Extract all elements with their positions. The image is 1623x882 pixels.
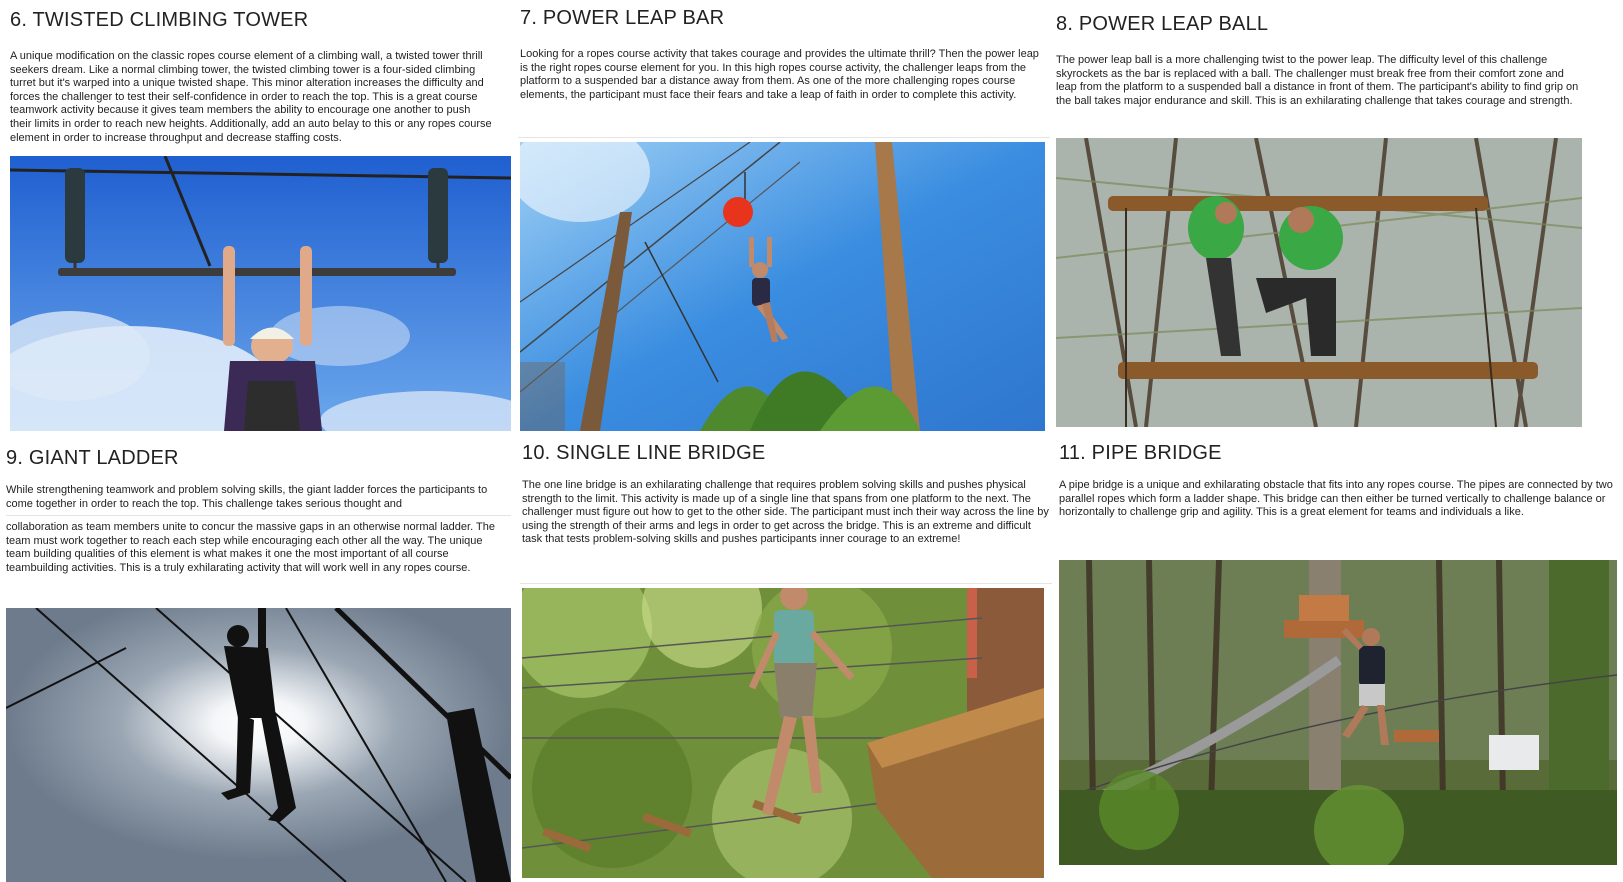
element-card-single-line-bridge — [522, 441, 1052, 547]
element-description: The power leap ball is a more challenging twist to the power leap. The difficulty level of this challenge skyrockets as the bar is replaced with a ball. The challenger must break free from their comfort zone and leap from the platform to a suspended ball a distance in front of them. The participant's ability to find grip on the ball takes major endurance and skill. This is an exhilarating challenge that takes courage and strength. — [1056, 54, 1579, 107]
element-title: 11. PIPE BRIDGE — [1059, 442, 1222, 464]
element-card-giant-ladder — [6, 446, 511, 576]
element-description: The one line bridge is an exhilarating challenge that requires problem solving skills and pushes physical strength to the limit. This activity is made up of a single line that spans from one platform to the next. The challenger must figure out how to get to the other side. The participant must inch their way across the line by using the strength of their arms and legs in order to get across the bridge. This is an extreme and difficult task that tests problem-solving skills and pushes participants inner courage to an extreme! — [522, 479, 1049, 546]
element-description-continued: collaboration as team members unite to concur the massive gaps in an otherwise normal ladder. The team must work together to reach each step while encouraging each other all the way. The unique team building qualities of this element is what makes it one the most important of all course teambuilding activities. This is a truly exhilarating activity that will work well in any ropes course. — [6, 521, 495, 574]
element-card-power-leap-ball — [1056, 12, 1586, 108]
section-divider — [518, 137, 1050, 138]
element-title: 10. SINGLE LINE BRIDGE — [522, 442, 766, 464]
section-divider — [6, 515, 511, 516]
element-title: 6. TWISTED CLIMBING TOWER — [10, 9, 309, 31]
leaping-participant-photo — [520, 142, 1045, 431]
element-card-pipe-bridge — [1059, 441, 1619, 520]
element-description: Looking for a ropes course activity that takes courage and provides the ultimate thrill? Then the power leap is the right ropes course element for you. In this high ropes course activity, the challenger leaps from the platform to a suspended bar a distance away from them. As one of the more challenging ropes course elements, the participant must face their fears and take a leap of faith in order to complete this activity. — [520, 48, 1039, 101]
element-description: A unique modification on the classic ropes course element of a climbing wall, a twisted tower thrill seekers dream. Like a normal climbing tower, the twisted climbing tower is a four-sided climbing turret but it's warped into a unique twisted shape. This minor alteration increases the difficulty and forces the challenger to test their self-confidence in order to reach the top. This is a great course teamwork activity because it gives team members the ability to encourage one another to push their limits in order to reach new heights. Additionally, add an auto belay to this or any ropes course element in order to increase throughput and decrease staffing costs. — [10, 50, 492, 144]
silhouette-climber-photo — [6, 608, 511, 882]
zipline-rider-photo — [1059, 560, 1617, 865]
element-card-power-leap-bar — [520, 6, 1050, 102]
element-title: 8. POWER LEAP BALL — [1056, 13, 1269, 35]
section-divider — [520, 583, 1052, 584]
single-line-walker-photo — [522, 588, 1044, 878]
element-description: While strengthening teamwork and problem solving skills, the giant ladder forces the participants to come together in order to reach the top. This challenge takes serious thought and — [6, 484, 488, 510]
element-description: A pipe bridge is a unique and exhilarating obstacle that fits into any ropes course. The pipes are connected by two parallel ropes which form a ladder shape. This bridge can then either be turned vertically to challenge balance or horizontally to challenge grip and agility. This is a great element for teams and individuals a like. — [1059, 479, 1613, 519]
element-title: 7. POWER LEAP BAR — [520, 7, 725, 29]
two-climbers-on-ladder-photo — [1056, 138, 1582, 427]
climber-hanging-from-bar-photo — [10, 156, 511, 431]
element-title: 9. GIANT LADDER — [6, 447, 179, 469]
element-card-twisted-climbing-tower — [10, 8, 495, 145]
